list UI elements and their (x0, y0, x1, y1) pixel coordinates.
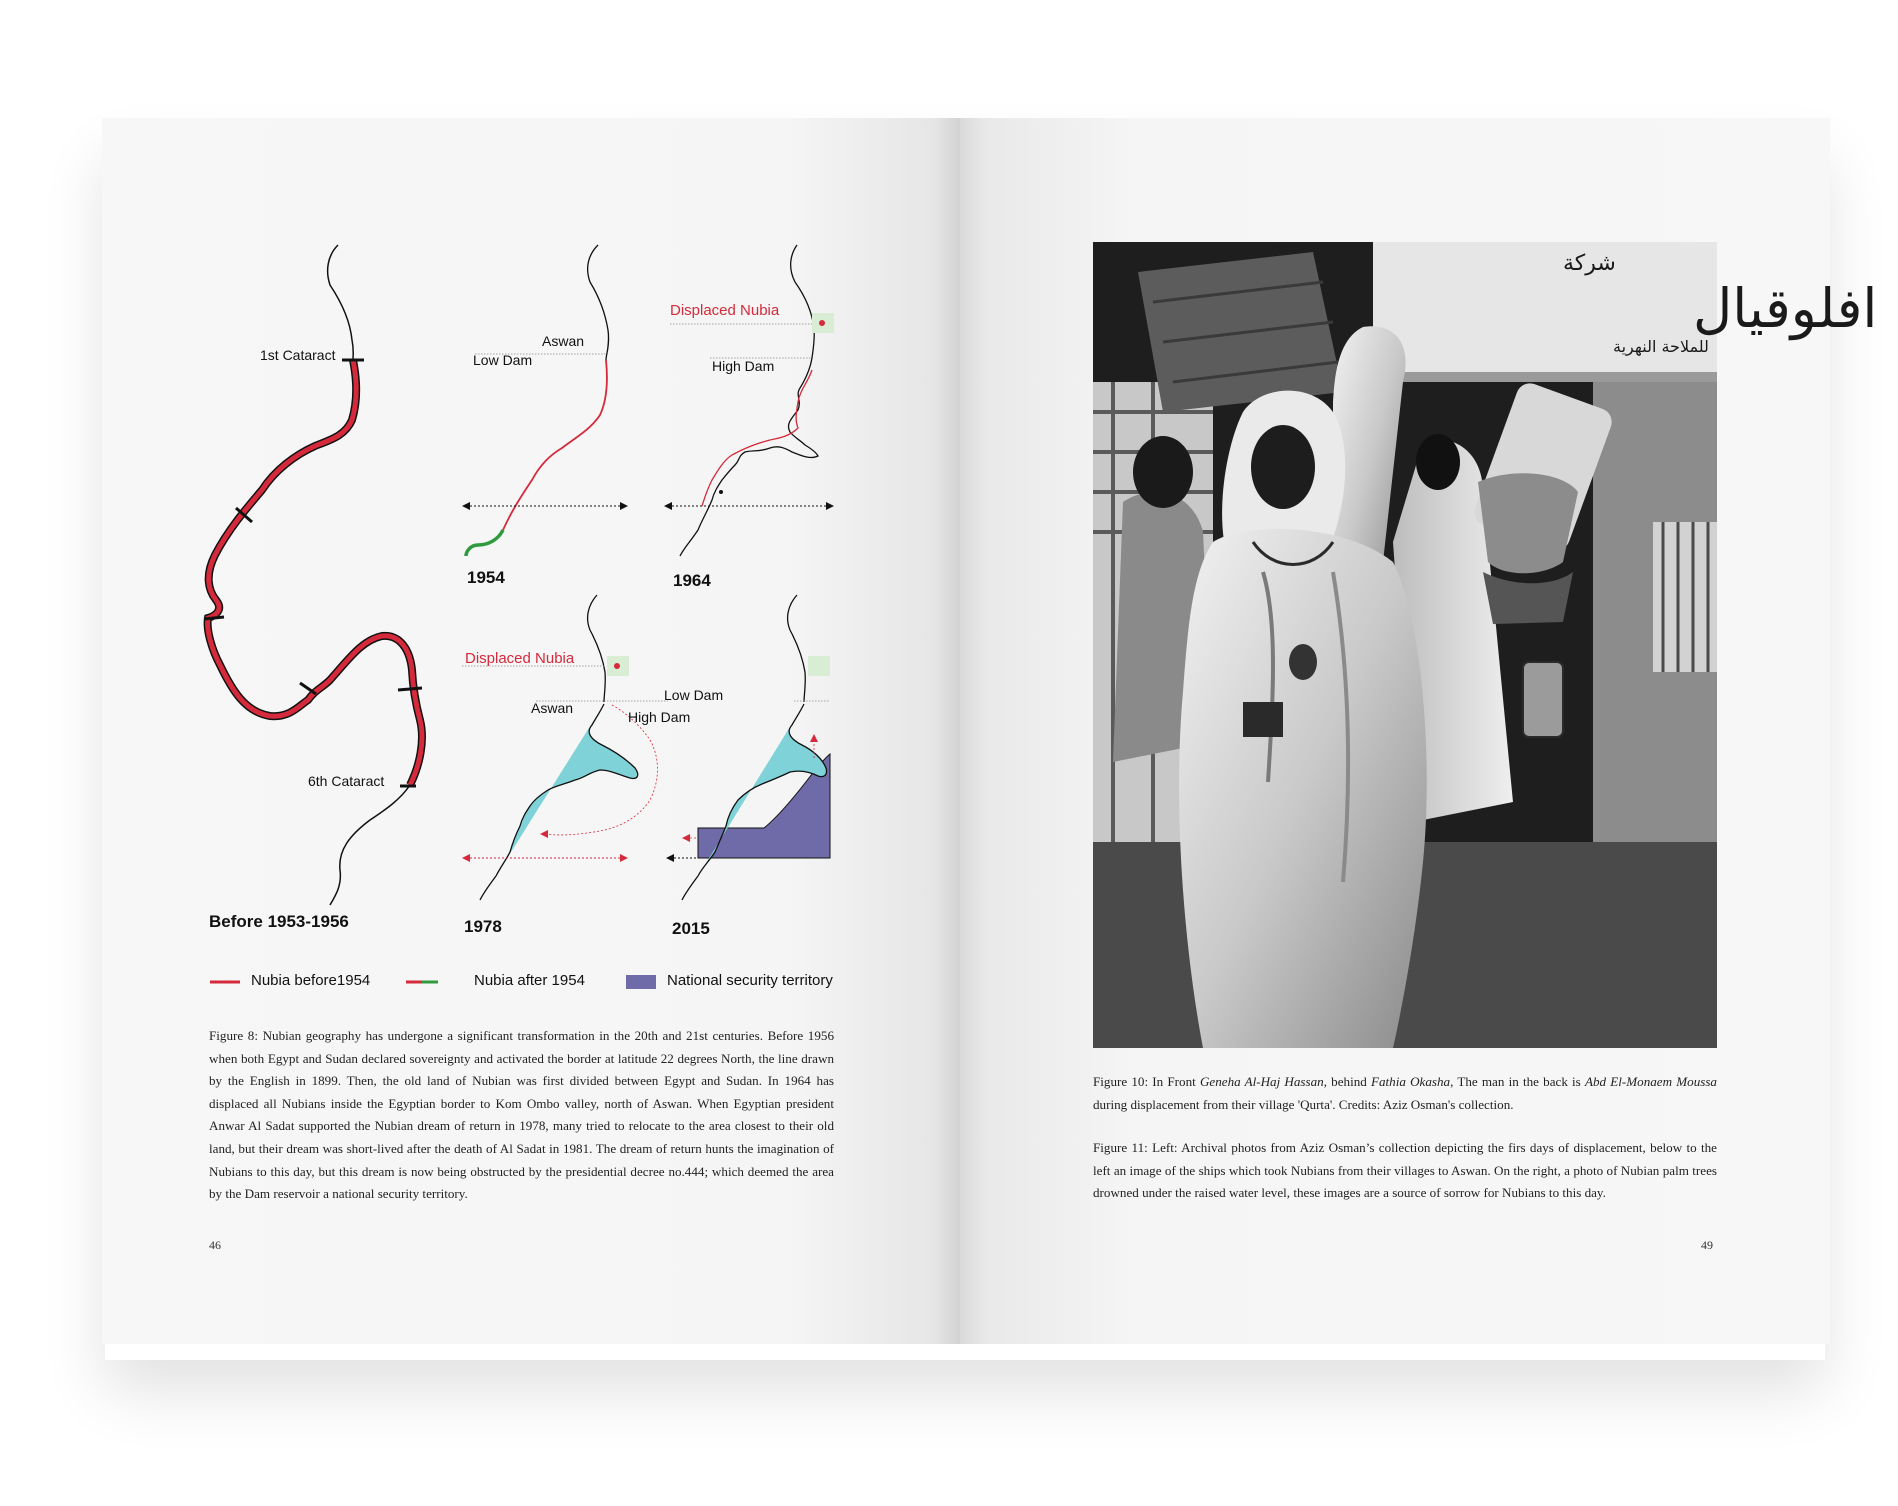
label-sixth-cataract: 6th Cataract (308, 773, 385, 789)
label-low-dam-1954: Low Dam (473, 352, 533, 368)
page-number-right: 49 (1701, 1238, 1713, 1252)
legend-security-territory: National security territory (667, 972, 833, 989)
photo-illustration (1093, 242, 1878, 1048)
sign-arabic-sub: للملاحة النهرية (1613, 337, 1709, 356)
label-first-cataract: 1st Cataract (260, 347, 336, 363)
legend-nubia-after: Nubia after 1954 (474, 972, 585, 989)
fig10-text-4: during displacement from their village 'Qurta'. Credits: Aziz Osman's collection. (1093, 1096, 1514, 1112)
fig10-text-2: , behind (1323, 1074, 1371, 1089)
figure-8-caption: Figure 8: Nubian geography has undergone a significant transformation in the 20th and 21st centuries. Before 1956 when both Egypt and Sudan declared sovereignty and activated the border at latitude 22 degrees North, the line drawn by the English in 1899. Then, the old land of Nubian was first divided between Egypt and Sudan. In 1964 has displaced all Nubians inside the Egyptian border to Kom Ombo valley, north of Aswan. When Egyptian president Anwar Al Sadat supported the Nubian dream of return in 1978, many tried to relocate to the area closest to their old land, but their dream was short-lived after the death of Al Sadat in 1981. The dream of return hunts the imagination of Nubians to this day, but this dream is now being obstructed by the presidential decree no.444; which deemed the area by the Dam reservoir a national security territory. (209, 1028, 834, 1202)
label-displaced-nubia-1978: Displaced Nubia (465, 650, 575, 667)
label-aswan-1954: Aswan (542, 333, 585, 349)
fig10-name-2: Fathia Okasha (1371, 1074, 1451, 1089)
figure-10-caption (1093, 1071, 1717, 1116)
label-high-dam-1978: High Dam (628, 709, 691, 725)
map-1964 (664, 245, 834, 556)
year-1964: 1964 (673, 571, 711, 590)
legend-nubia-before: Nubia before1954 (251, 972, 371, 989)
sign-arabic-main: افلوقيال (1693, 277, 1878, 340)
map-1978 (462, 595, 668, 900)
archival-photo (1093, 242, 1878, 1048)
fig10-name-3: Abd El-Monaem Moussa (1584, 1074, 1717, 1089)
page-number-left: 46 (209, 1238, 221, 1252)
sign-arabic-top: شركة (1563, 251, 1616, 276)
label-low-dam-1978: Low Dam (664, 687, 724, 703)
fig10-text-3: , The man in the back is (1450, 1074, 1585, 1089)
label-aswan-1978: Aswan (531, 700, 574, 716)
year-before: Before 1953-1956 (209, 912, 349, 931)
figure-11-caption: Figure 11: Left: Archival photos from Aziz Osman’s collection depicting the firs days of displacement, below to the left an image of the ships which took Nubians from their villages to Aswan. On the right, a photo of Nubian palm trees drowned under the raised water level, these images are a source of sorrow for Nubians to this day. (1093, 1140, 1717, 1201)
map-1954 (462, 245, 628, 556)
map-before-1953 (204, 245, 422, 905)
label-displaced-nubia-1964: Displaced Nubia (670, 302, 780, 319)
fig10-name-1: Geneha Al-Haj Hassan (1199, 1074, 1324, 1089)
label-high-dam-1964: High Dam (712, 358, 775, 374)
year-1954: 1954 (467, 568, 505, 587)
year-2015: 2015 (672, 919, 710, 938)
fig10-text-1: Figure 10: In Front (1093, 1074, 1200, 1089)
map-2015 (666, 595, 830, 900)
year-1978: 1978 (464, 917, 502, 936)
